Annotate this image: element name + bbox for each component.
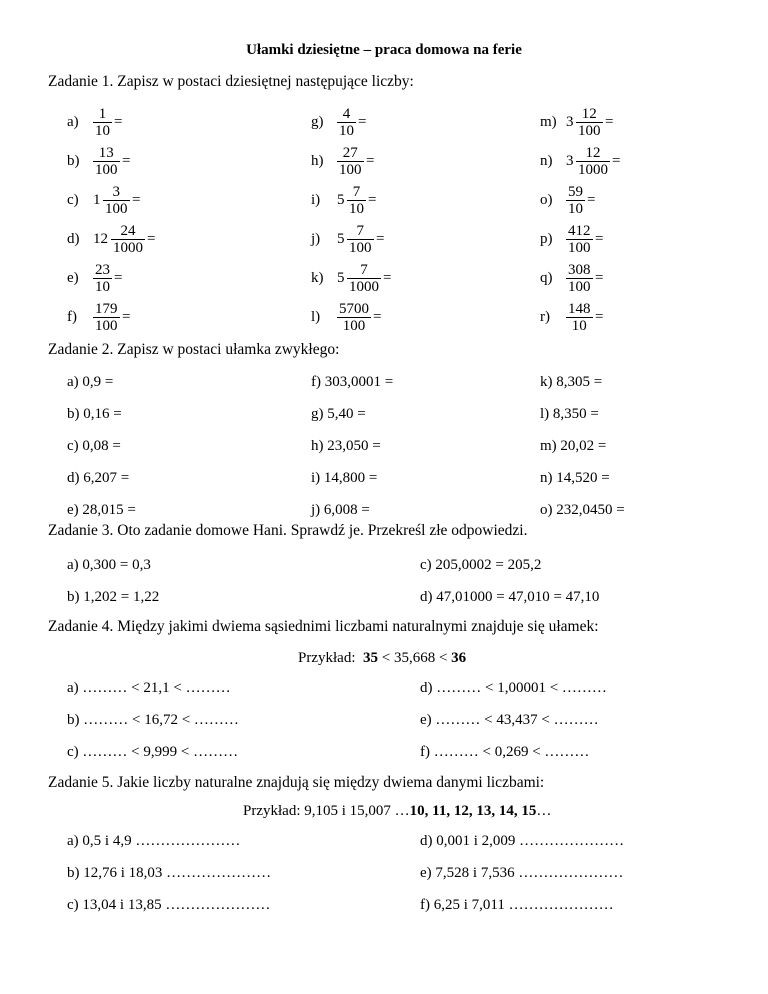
exercise-item: a) 0,9 = [67,374,114,390]
numerator: 27 [342,145,358,161]
fraction [347,262,381,296]
exercise-item: d) ……… < 1,00001 < ……… [420,680,607,696]
task-1-heading: Zadanie 1. Zapisz w postaci dziesiętnej następujące liczby: [48,73,414,90]
numerator: 12 [585,145,601,161]
whole-part: 5 [337,270,345,286]
task-4-example [298,650,466,667]
equals-sign: = [612,153,621,169]
exercise-label: m) [540,114,557,130]
exercise-item: c) 205,0002 = 205,2 [420,557,542,573]
exercise-item: a) 0,5 i 4,9 ………………… [67,833,241,849]
exercise-item: b) 0,16 = [67,406,122,422]
exercise-label: p) [540,231,553,247]
task-4-heading: Zadanie 4. Między jakimi dwiema sąsiednimi liczbami naturalnymi znajduje się ułamek: [48,618,599,635]
exercise-item: d) 0,001 i 2,009 ………………… [420,833,625,849]
equals-sign: = [132,192,141,208]
equals-sign: = [358,114,367,130]
exercise-label: g) [311,114,324,130]
denominator: 1000 [113,240,143,256]
denominator: 100 [339,162,362,178]
numerator: 7 [356,223,364,239]
denominator: 100 [349,240,372,256]
example-prefix: Przykład: [298,650,356,666]
equals-sign: = [376,231,385,247]
denominator: 10 [95,279,110,295]
numerator: 23 [95,262,110,278]
equals-sign: = [383,270,392,286]
numerator: 7 [360,262,368,278]
exercise-label: i) [311,192,321,208]
denominator: 10 [339,123,354,139]
task-5-heading: Zadanie 5. Jakie liczby naturalne znajdują się między dwiema danymi liczbami: [48,774,545,791]
denominator: 100 [95,162,118,178]
equals-sign: = [595,309,604,325]
whole-part: 1 [93,192,101,208]
exercise-item: i) 14,800 = [311,470,378,486]
exercise-label: f) [67,309,77,325]
example-answer: 10, 11, 12, 13, 14, 15 [409,803,537,819]
example-suffix: … [536,803,552,819]
denominator: 100 [568,279,591,295]
fraction [337,106,356,140]
exercise-label: o) [540,192,553,208]
numerator: 1 [98,106,107,122]
numerator: 13 [98,145,114,161]
fraction [93,106,112,140]
fraction [93,301,120,335]
numerator: 24 [120,223,136,239]
denominator: 1000 [349,279,379,295]
equals-sign: = [114,270,123,286]
equals-sign: = [368,192,377,208]
numerator: 12 [581,106,597,122]
exercise-item: e) 7,528 i 7,536 ………………… [420,865,624,881]
exercise-item: e) 28,015 = [67,502,136,518]
equals-sign: = [605,114,614,130]
whole-part: 5 [337,231,345,247]
equals-sign: = [595,231,604,247]
exercise-item: b) 1,202 = 1,22 [67,589,160,605]
exercise-item: c) 13,04 i 13,85 ………………… [67,897,271,913]
exercise-item: e) ……… < 43,437 < ……… [420,712,599,728]
equals-sign: = [147,231,156,247]
denominator: 100 [578,123,601,139]
exercise-label: q) [540,270,553,286]
fraction [576,145,610,179]
exercise-label: h) [311,153,324,169]
fraction [566,223,593,257]
exercise-label: l) [311,309,321,325]
exercise-item: c) 0,08 = [67,438,121,454]
exercise-label: d) [67,231,80,247]
equals-sign: = [122,153,131,169]
whole-part: 3 [566,114,574,130]
denominator: 10 [566,317,593,335]
whole-part: 12 [93,231,108,247]
equals-sign: = [595,270,604,286]
exercise-item: b) 12,76 i 18,03 ………………… [67,865,272,881]
equals-sign: = [366,153,375,169]
exercise-item: f) 303,0001 = [311,374,394,390]
fraction [93,145,120,179]
exercise-item: g) 5,40 = [311,406,366,422]
exercise-item: m) 20,02 = [540,438,607,454]
fraction [93,262,112,296]
fraction [337,145,364,179]
exercise-item: d) 6,207 = [67,470,130,486]
denominator: 10 [349,201,364,217]
numerator: 5700 [339,301,369,317]
exercise-item: k) 8,305 = [540,374,603,390]
numerator: 7 [352,184,361,200]
page-title: Ułamki dziesiętne – praca domowa na ferie [246,42,522,58]
exercise-item: a) 0,300 = 0,3 [67,557,151,573]
example-lower-bound: 35 [363,650,378,666]
exercise-label: a) [67,114,79,130]
numerator: 59 [568,184,583,200]
equals-sign: = [114,114,123,130]
exercise-item: f) ……… < 0,269 < ……… [420,744,590,760]
denominator: 10 [95,123,110,139]
exercise-label: j) [311,231,321,247]
numerator: 308 [568,262,591,278]
equals-sign: = [587,192,596,208]
equals-sign: = [373,309,382,325]
denominator: 100 [105,201,128,217]
exercise-item: j) 6,008 = [311,502,370,518]
equals-sign: = [122,309,131,325]
exercise-item: l) 8,350 = [540,406,599,422]
denominator: 10 [568,201,583,217]
fraction [111,223,145,257]
denominator: 1000 [578,162,608,178]
fraction [576,106,603,140]
example-upper-bound: 36 [451,650,467,666]
denominator: 100 [568,240,591,256]
exercise-label: b) [67,153,80,169]
exercise-item: o) 232,0450 = [540,502,625,518]
fraction [337,301,371,335]
fraction [566,184,585,218]
exercise-item: c) ……… < 9,999 < ……… [67,744,239,760]
exercise-item: d) 47,01000 = 47,010 = 47,10 [420,589,600,605]
example-middle: < 35,668 < [378,650,452,666]
task-5-example [243,803,551,820]
example-prefix: Przykład: 9,105 i 15,007 … [243,803,410,819]
task-2-heading: Zadanie 2. Zapisz w postaci ułamka zwykłego: [48,341,340,358]
exercise-label: k) [311,270,324,286]
exercise-item: b) ……… < 16,72 < ……… [67,712,239,728]
exercise-item: f) 6,25 i 7,011 ………………… [420,897,614,913]
numerator: 4 [342,106,351,122]
fraction [103,184,130,218]
numerator: 148 [568,301,591,317]
exercise-item: h) 23,050 = [311,438,381,454]
fraction [566,301,593,335]
exercise-item: n) 14,520 = [540,470,610,486]
whole-part: 3 [566,153,574,169]
exercise-label: e) [67,270,79,286]
fraction [347,223,374,257]
whole-part: 5 [337,192,345,208]
fraction [566,262,593,296]
numerator: 412 [568,223,591,239]
exercise-item: a) ……… < 21,1 < ……… [67,680,231,696]
exercise-label: n) [540,153,553,169]
denominator: 100 [337,317,371,335]
exercise-label: c) [67,192,79,208]
numerator: 3 [112,184,120,200]
denominator: 100 [95,318,118,334]
exercise-label: r) [540,309,550,325]
task-3-heading: Zadanie 3. Oto zadanie domowe Hani. Sprawdź je. Przekreśl złe odpowiedzi. [48,522,528,539]
numerator: 179 [95,301,118,317]
fraction [347,184,366,218]
